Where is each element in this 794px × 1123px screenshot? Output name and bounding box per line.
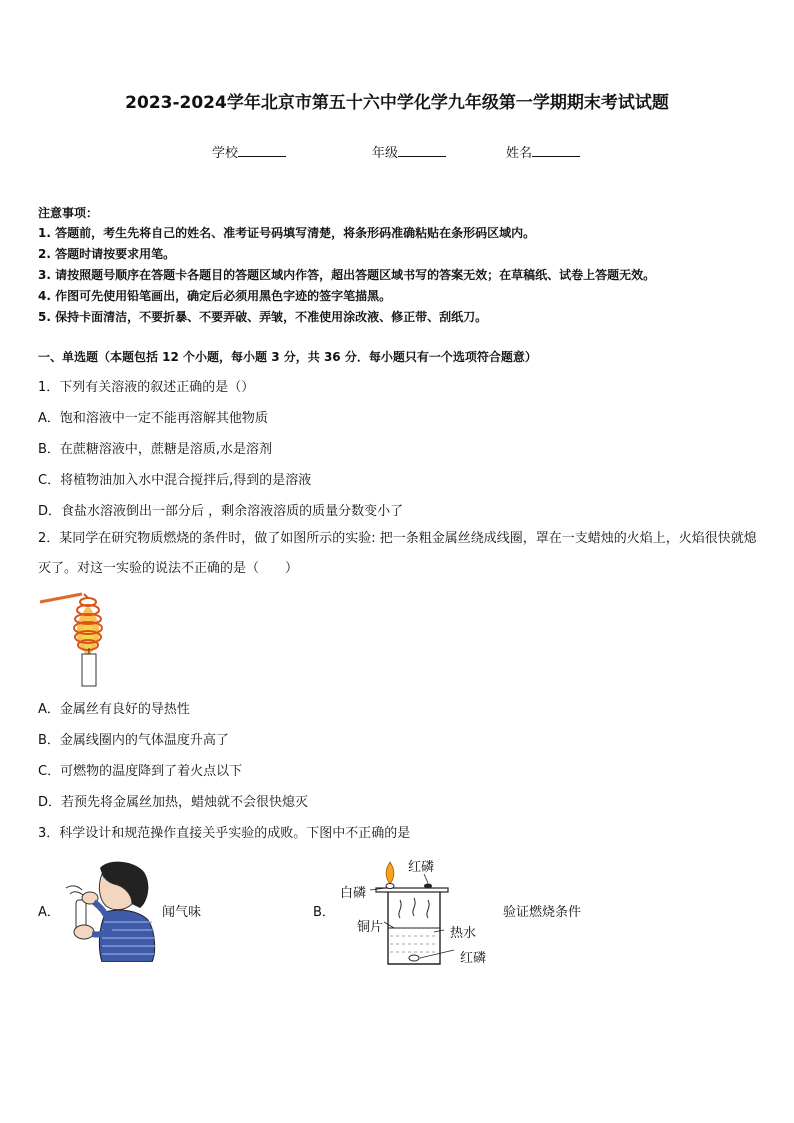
- label-copper-sheet: 铜片: [357, 920, 384, 935]
- question-3-option-b-letter: B．: [313, 905, 335, 920]
- question-2-option-a: A．金属丝有良好的导热性: [38, 702, 190, 717]
- white-phosphorus-icon: [386, 884, 394, 889]
- grade-field: [372, 142, 446, 161]
- question-3-stem: 3．科学设计和规范操作直接关乎实验的成败。下图中不正确的是: [38, 826, 411, 841]
- question-3-option-a-letter: A．: [38, 905, 60, 920]
- smell-person-figure: [62, 858, 158, 962]
- question-1-option-a: A．饱和溶液中一定不能再溶解其他物质: [38, 411, 268, 426]
- candle-coil-figure: [38, 590, 124, 688]
- candle-icon: [82, 654, 96, 686]
- grade-blank: [398, 144, 446, 157]
- question-1-stem: 1．下列有关溶液的叙述正确的是（）: [38, 380, 255, 395]
- question-3-option-a-text: 闻气味: [162, 905, 202, 920]
- page-title: 2023-2024学年北京市第五十六中学化学九年级第一学期期末考试试题: [125, 93, 669, 113]
- wire-handle: [40, 594, 82, 602]
- notice-item: 5. 保持卡面清洁，不要折暴、不要弄破、弄皱，不准使用涂改液、修正带、刮纸刀。: [38, 310, 488, 324]
- notice-item: 3. 请按照题号顺序在答题卡各题目的答题区域内作答，超出答题区域书写的答案无效；在草稿纸、试卷上答题无效。: [38, 268, 656, 282]
- school-label: 学校: [212, 146, 239, 161]
- label-red-phosphorus-bottom: 红磷: [460, 951, 487, 966]
- name-field: [506, 142, 580, 161]
- metal-coil-icon: [74, 598, 102, 650]
- label-red-phosphorus-top: 红磷: [408, 860, 435, 875]
- name-label: 姓名: [506, 146, 533, 161]
- question-3-option-b-text: 验证燃烧条件: [503, 905, 582, 920]
- copper-sheet-icon: [376, 888, 448, 892]
- grade-label: 年级: [372, 146, 399, 161]
- notice-item: 2. 答题时请按要求用笔。: [38, 247, 176, 261]
- notice-item: 1. 答题前，考生先将自己的姓名、准考证号码填写清楚，将条形码准确粘贴在条形码区域内。: [38, 226, 536, 240]
- question-1-option-d: D．食盐水溶液倒出一部分后 ，剩余溶液溶质的质量分数变小了: [38, 504, 404, 519]
- question-2-option-b: B．金属线圈内的气体温度升高了: [38, 733, 229, 748]
- red-phosphorus-top-icon: [424, 884, 432, 889]
- notice-item: 4. 作图可先使用铅笔画出，确定后必须用黑色字迹的签字笔描黑。: [38, 289, 392, 303]
- question-2-option-d: D．若预先将金属丝加热，蜡烛就不会很快熄灭: [38, 795, 309, 810]
- question-2-option-c: C．可燃物的温度降到了着火点以下: [38, 764, 243, 779]
- section-heading: 一、单选题（本题包括 12 个小题，每小题 3 分，共 36 分．每小题只有一个选项符合题意）: [38, 350, 537, 364]
- school-blank: [238, 144, 286, 157]
- label-hot-water: 热水: [450, 926, 477, 941]
- school-field: [212, 142, 286, 161]
- flame-icon: [386, 862, 394, 884]
- question-1-option-c: C．将植物油加入水中混合搅拌后,得到的是溶液: [38, 473, 312, 488]
- red-phosphorus-bottom-icon: [409, 955, 419, 961]
- question-1-option-b: B．在蔗糖溶液中，蔗糖是溶质,水是溶剂: [38, 442, 273, 457]
- notice-heading: 注意事项：: [38, 206, 99, 220]
- question-2-stem: 2．某同学在研究物质燃烧的条件时，做了如图所示的实验: 把一条粗金属丝绕成线圈，罩在一支蜡烛的火焰上，火焰很快就熄灭了。对这一实验的说法不正确的是（ ）: [38, 531, 757, 576]
- name-blank: [532, 144, 580, 157]
- label-white-phosphorus: 白磷: [340, 886, 367, 901]
